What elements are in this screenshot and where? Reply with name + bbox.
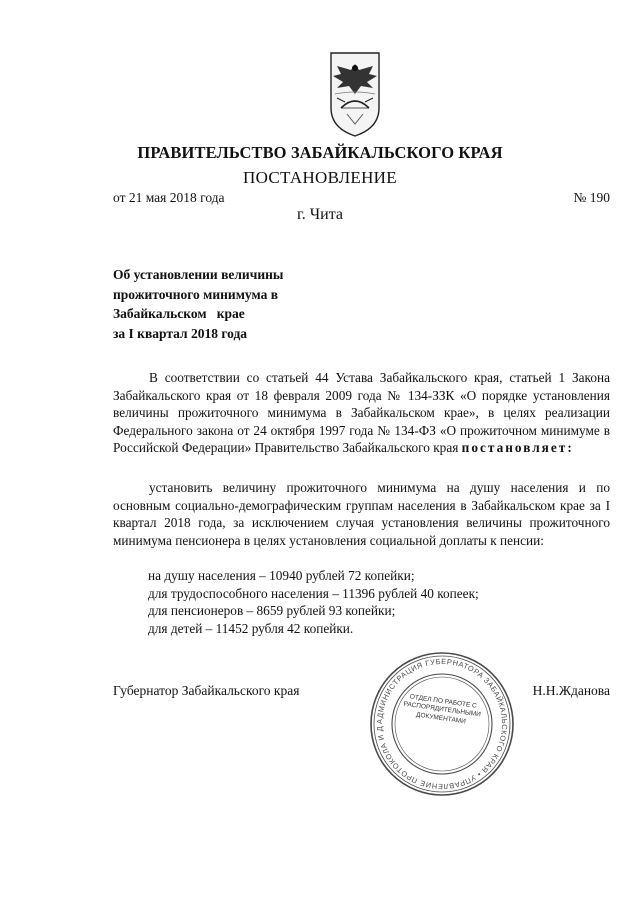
signatory-name: Н.Н.Жданова	[532, 683, 610, 698]
subject-line: прожиточного минимума в	[113, 286, 278, 302]
document-date: от 21 мая 2018 года	[113, 190, 225, 205]
subject-line: Об установлении величины	[113, 267, 284, 282]
value-children: для детей – 11452 рубля 42 копейки.	[148, 621, 354, 636]
stamp-ring-text: АДМИНИСТРАЦИЯ ГУБЕРНАТОРА ЗАБАЙКАЛЬСКОГО КРАЯ • УПРАВЛЕНИЕ ПРОТОКОЛА И Д	[374, 656, 510, 792]
subject-line: Забайкальском крае	[113, 306, 245, 321]
resolves-word: постановляет	[461, 440, 568, 456]
resolves-colon: :	[567, 440, 572, 456]
coat-of-arms-icon	[327, 50, 383, 138]
subject-line: за I квартал 2018 года	[113, 325, 248, 341]
organization-title: ПРАВИТЕЛЬСТВО ЗАБАЙКАЛЬСКОГО КРАЯ	[137, 143, 503, 162]
document-number: № 190	[573, 190, 610, 205]
decision-paragraph: установить величину прожиточного минимума на душу населения и по основным социально-демографическим группам населения в Забайкальском крае за I квартал 2018 года, за исключением случая установления величины прожиточного минимума пенсионера в целях установления социальной доплаты к пенсии:	[113, 480, 610, 548]
stamp-center-text: ОТДЕЛ ПО РАБОТЕ С РАСПОРЯДИТЕЛЬНЫМИ ДОКУМЕНТАМИ	[403, 693, 482, 726]
value-per-capita: на душу населения – 10940 рублей 72 копейки;	[148, 568, 415, 583]
value-working-age: для трудоспособного населения – 11396 рублей 40 копеек;	[148, 586, 479, 601]
city: г. Чита	[296, 206, 343, 223]
official-stamp	[368, 650, 516, 798]
preamble-text: В соответствии со статьей 44 Устава Забайкальского края, статьей 1 Закона Забайкальского края от 18 февраля 2009 года № 134-ЗЗК «О порядке установления величины прожиточного минимума в Забайкальском крае», в целях реализации Федерального закона от 24 октября 1997 года № 134-ФЗ «О прожиточном минимуме в Российской Федерации» Правительство Забайкальского края	[113, 370, 610, 456]
document-type: ПОСТАНОВЛЕНИЕ	[243, 168, 397, 187]
preamble-paragraph	[113, 369, 610, 457]
signatory-position: Губернатор Забайкальского края	[113, 683, 300, 698]
document-subject	[113, 265, 333, 343]
value-pensioners: для пенсионеров – 8659 рублей 93 копейки;	[148, 603, 396, 618]
